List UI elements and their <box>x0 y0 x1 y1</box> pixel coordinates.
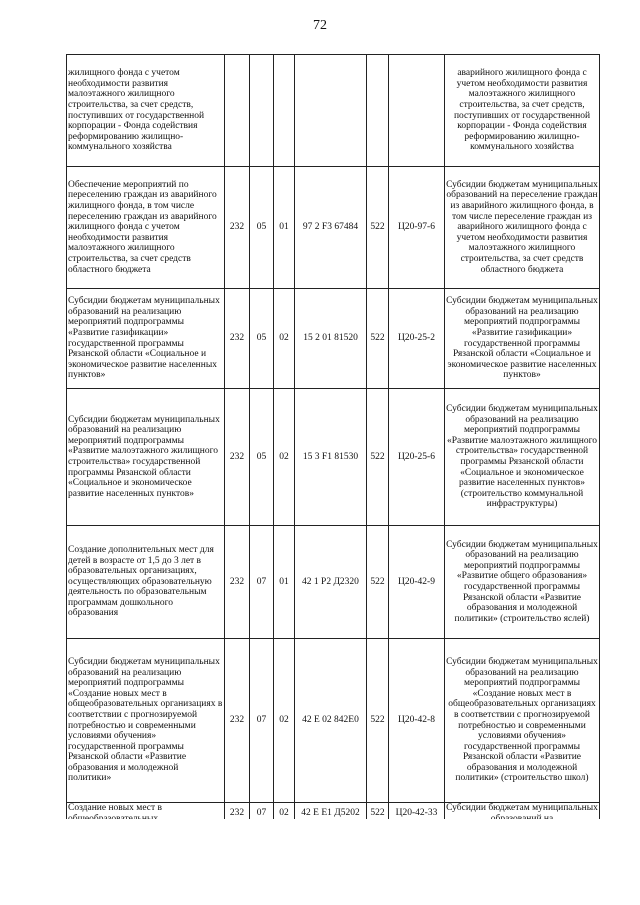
row-name: жилищного фонда с учетом необходимости развития малоэтажного жилищного строительства, за счет средств, поступивших от государственной корпорации - Фонда содействия реформированию жилищно-коммунального хозяйства <box>67 55 225 167</box>
row-section <box>250 55 274 167</box>
budget-table <box>66 54 600 825</box>
row-expense-type: 522 <box>367 167 389 289</box>
row-description: Субсидии бюджетам муниципальных образований на реализацию мероприятий подпрограммы «Развитие общего образования» государственной программы Рязанской области «Развитие образования и молодежной политики» (строительство яслей) <box>445 526 600 639</box>
row-description: Субсидии бюджетам муниципальных образований на реализацию мероприятий подпрограммы «Создание новых мест в общеобразовательных организациях в соответствии с прогнозируемой потребностью и современными условиями обучения» государственной программы Рязанской области «Развитие образования и молодежной политики» (строительство школ) <box>445 639 600 803</box>
row-expense-type <box>367 55 389 167</box>
table-row <box>67 526 600 639</box>
page-bottom-margin <box>0 819 640 905</box>
row-section: 05 <box>250 289 274 389</box>
row-expense-type: 522 <box>367 639 389 803</box>
page-number: 72 <box>313 18 327 33</box>
row-grbs: 232 <box>225 526 250 639</box>
row-subsection: 01 <box>274 526 295 639</box>
row-description: Субсидии бюджетам муниципальных <box>445 803 600 825</box>
row-target-article: 42 E E1 Д5202 <box>295 803 367 825</box>
table-row <box>67 289 600 389</box>
row-grbs: 232 <box>225 389 250 526</box>
row-target-article: 42 E 02 842Е0 <box>295 639 367 803</box>
row-description: Субсидии бюджетам муниципальных образований на переселение граждан из аварийного жилищного фонда, в том числе переселение граждан из аварийного жилищного фонда с учетом необходимости развития малоэтажного жилищного строительства, за счет средств областного бюджета <box>445 167 600 289</box>
row-target-article: 15 2 01 81520 <box>295 289 367 389</box>
row-description: Субсидии бюджетам муниципальных образований на реализацию мероприятий подпрограммы «Развитие газификации» государственной программы Рязанской области «Социальное и экономическое развитие населенных пунктов» <box>445 289 600 389</box>
row-target-article: 42 1 P2 Д2320 <box>295 526 367 639</box>
row-name: Создание новых мест в <box>67 803 225 825</box>
row-code <box>389 55 445 167</box>
row-subsection: 02 <box>274 803 295 825</box>
row-subsection: 02 <box>274 639 295 803</box>
table-row <box>67 167 600 289</box>
row-section: 07 <box>250 526 274 639</box>
row-target-article: 97 2 F3 67484 <box>295 167 367 289</box>
row-section: 05 <box>250 389 274 526</box>
row-description: аварийного жилищного фонда с учетом необходимости развития малоэтажного жилищного строительства, за счет средств, поступивших от государственной корпорации - Фонда содействия реформированию жилищно-коммунального хозяйства <box>445 55 600 167</box>
row-expense-type: 522 <box>367 389 389 526</box>
row-name: Субсидии бюджетам муниципальных образований на реализацию мероприятий подпрограммы «Развитие малоэтажного жилищного строительства» государственной программы Рязанской области «Социальное и экономическое развитие населенных пунктов» <box>67 389 225 526</box>
row-name: Обеспечение мероприятий по переселению граждан из аварийного жилищного фонда, в том числе переселению граждан из аварийного жилищного фонда с учетом необходимости развития малоэтажного жилищного строительства, за счет средств областного бюджета <box>67 167 225 289</box>
row-expense-type: 522 <box>367 803 389 825</box>
row-name: Субсидии бюджетам муниципальных образований на реализацию мероприятий подпрограммы «Создание новых мест в общеобразовательных организациях в соответствии с прогнозируемой потребностью и современными условиями обучения» государственной программы Рязанской области «Развитие образования и молодежной политики» <box>67 639 225 803</box>
row-code: Ц20-42-33 <box>389 803 445 825</box>
row-target-article: 15 3 F1 81530 <box>295 389 367 526</box>
table-row <box>67 55 600 167</box>
table-row <box>67 389 600 526</box>
row-expense-type: 522 <box>367 526 389 639</box>
row-subsection: 01 <box>274 167 295 289</box>
row-grbs: 232 <box>225 167 250 289</box>
row-grbs: 232 <box>225 289 250 389</box>
row-section: 07 <box>250 803 274 825</box>
row-section: 05 <box>250 167 274 289</box>
row-grbs: 232 <box>225 803 250 825</box>
row-target-article <box>295 55 367 167</box>
row-code: Ц20-25-6 <box>389 389 445 526</box>
row-code: Ц20-42-8 <box>389 639 445 803</box>
row-expense-type: 522 <box>367 289 389 389</box>
row-code: Ц20-97-6 <box>389 167 445 289</box>
row-section: 07 <box>250 639 274 803</box>
row-subsection <box>274 55 295 167</box>
row-grbs <box>225 55 250 167</box>
row-code: Ц20-25-2 <box>389 289 445 389</box>
row-subsection: 02 <box>274 289 295 389</box>
row-name: Создание дополнительных мест для детей в возрасте от 1,5 до 3 лет в образовательных организациях, осуществляющих образовательную деятельность по образовательным программам дошкольного образования <box>67 526 225 639</box>
row-code: Ц20-42-9 <box>389 526 445 639</box>
table-row <box>67 639 600 803</box>
row-description: Субсидии бюджетам муниципальных образований на реализацию мероприятий подпрограммы «Развитие малоэтажного жилищного строительства» государственной программы Рязанской области «Социальное и экономическое развитие населенных пунктов» (строительство коммунальной инфраструктуры) <box>445 389 600 526</box>
row-grbs: 232 <box>225 639 250 803</box>
row-name: Субсидии бюджетам муниципальных образований на реализацию мероприятий подпрограммы «Развитие газификации» государственной программы Рязанской области «Социальное и экономическое развитие населенных пунктов» <box>67 289 225 389</box>
row-subsection: 02 <box>274 389 295 526</box>
